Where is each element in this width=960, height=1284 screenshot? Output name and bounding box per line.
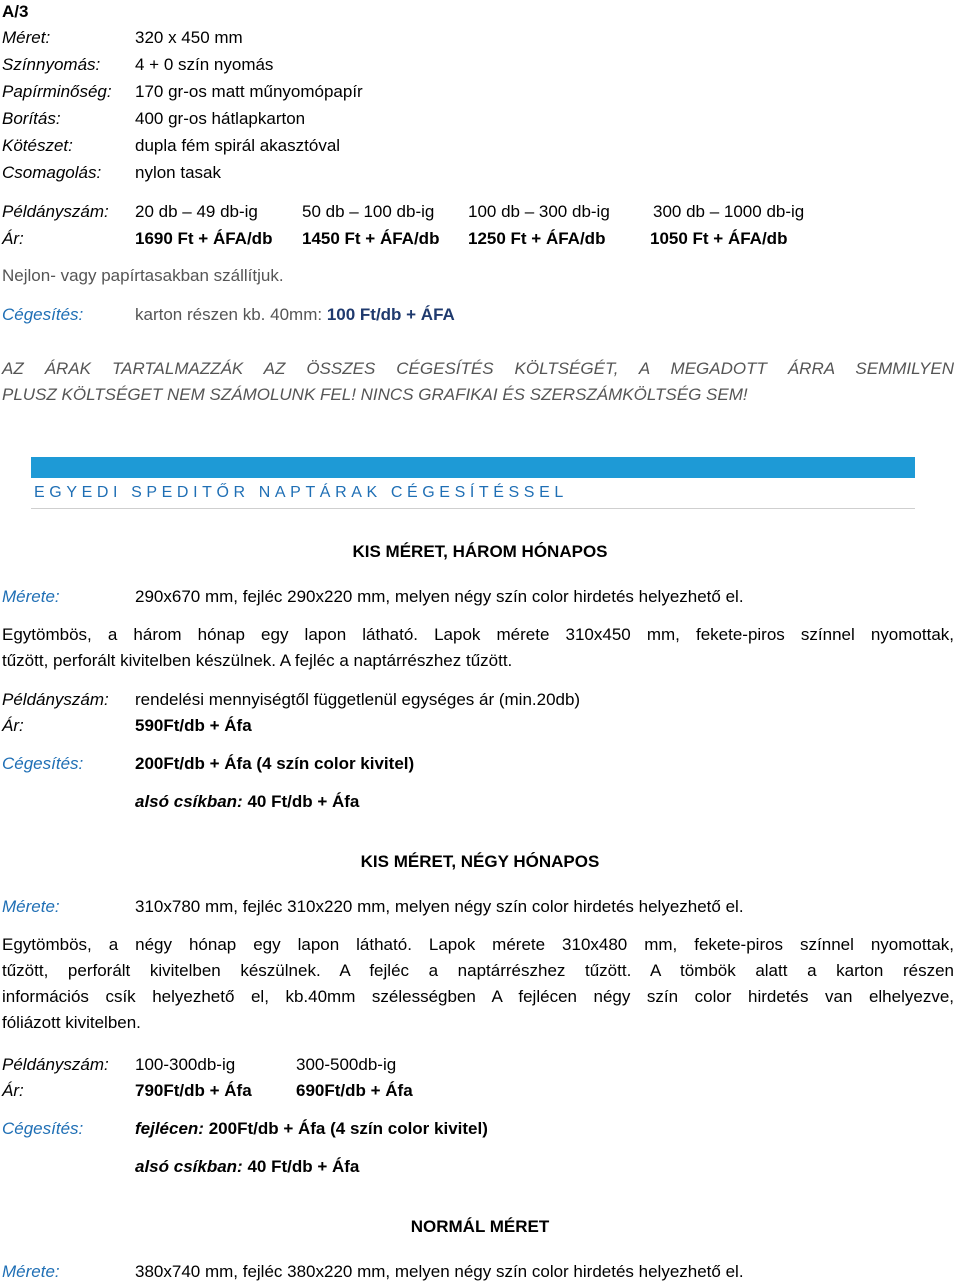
kis4-strip-line: [135, 1157, 359, 1177]
kis4-price-label: Ár:: [2, 1081, 24, 1100]
spec-label-packaging: Csomagolás:: [2, 163, 102, 182]
section-title: EGYEDI SPEDITŐR NAPTÁRAK CÉGESÍTÉSSEL: [34, 484, 568, 501]
branding-label: Cégesítés:: [2, 305, 84, 324]
kis4-price-tier-1: 790Ft/db + Áfa: [135, 1081, 252, 1100]
price-tier-3: 1250 Ft + ÁFA/db: [468, 229, 606, 248]
kis4-title: KIS MÉRET, NÉGY HÓNAPOS: [360, 852, 600, 871]
kis4-desc-line-4: fóliázott kivitelben.: [2, 1013, 141, 1032]
branding-price: 100 Ft/db + ÁFA: [326, 305, 455, 324]
kis3-strip-label: alsó csíkban:: [135, 792, 243, 811]
kis3-desc-line-2: tűzött, perforált kivitelben készülnek. A fejléc a naptárrészhez tűzött.: [2, 651, 513, 670]
kis3-strip-value: 40 Ft/db + Áfa: [247, 792, 360, 811]
kis3-qty-value: rendelési mennyiségtől függetlenül egységes ár (min.20db): [135, 690, 581, 709]
kis4-size-label: Mérete:: [2, 897, 60, 916]
kis3-price-value: 590Ft/db + Áfa: [135, 716, 252, 735]
kis3-size-label: Mérete:: [2, 587, 60, 606]
price-tier-1: 1690 Ft + ÁFA/db: [135, 229, 273, 248]
kis4-desc-line-3: információs csík helyezhető el, kb.40mm szélességben A fejlécen négy szín color hirdetés van elhelyezve,: [2, 987, 954, 1006]
kis4-qty-tier-2: 300-500db-ig: [296, 1055, 397, 1074]
normal-size-value: 380x740 mm, fejléc 380x220 mm, melyen négy szín color hirdetés helyezhető el.: [135, 1262, 744, 1281]
qty-tier-3: 100 db – 300 db-ig: [468, 202, 610, 221]
kis3-brand-value: 200Ft/db + Áfa (4 szín color kivitel): [135, 754, 415, 773]
kis4-strip-value: 40 Ft/db + Áfa: [247, 1157, 360, 1176]
qty-tier-4: 300 db – 1000 db-ig: [653, 202, 805, 221]
section-divider: [31, 508, 915, 509]
kis3-description: [2, 622, 954, 674]
kis4-size-value: 310x780 mm, fejléc 310x220 mm, melyen négy szín color hirdetés helyezhető el.: [135, 897, 744, 916]
notice-line-1: AZ ÁRAK TARTALMAZZÁK AZ ÖSSZES CÉGESÍTÉS KÖLTSÉGÉT, A MEGADOTT ÁRRA SEMMILYEN: [2, 359, 954, 378]
spec-label-cover: Borítás:: [2, 109, 61, 128]
kis4-desc-line-1: Egytömbös, a négy hónap egy lapon látható. Lapok mérete 310x480 mm, fekete-piros színnel nyomottak,: [2, 935, 954, 954]
kis4-brand-label: Cégesítés:: [2, 1119, 84, 1138]
kis4-header-label: fejlécen:: [135, 1119, 204, 1138]
spec-value-color: 4 + 0 szín nyomás: [135, 55, 274, 74]
spec-value-binding: dupla fém spirál akasztóval: [135, 136, 341, 155]
price-label: Ár:: [2, 229, 24, 248]
spec-label-binding: Kötészet:: [2, 136, 73, 155]
kis3-desc-line-1: Egytömbös, a három hónap egy lapon látható. Lapok mérete 310x450 mm, fekete-piros színnel nyomottak,: [2, 625, 954, 644]
kis3-qty-label: Példányszám:: [2, 690, 109, 709]
page-code: A/3: [2, 2, 29, 21]
shipping-note: Nejlon- vagy papírtasakban szállítjuk.: [2, 266, 284, 285]
kis4-description: [2, 932, 954, 1036]
kis4-qty-tier-1: 100-300db-ig: [135, 1055, 236, 1074]
spec-label-paper: Papírminőség:: [2, 82, 112, 101]
qty-tier-2: 50 db – 100 db-ig: [302, 202, 435, 221]
qty-label: Példányszám:: [2, 202, 109, 221]
kis3-strip-line: [135, 792, 359, 812]
branding-line: [135, 305, 455, 325]
price-notice: [2, 356, 954, 408]
section-band: [31, 457, 915, 478]
branding-text: karton részen kb. 40mm:: [135, 305, 323, 324]
kis3-brand-label: Cégesítés:: [2, 754, 84, 773]
spec-label-size: Méret:: [2, 28, 51, 47]
normal-size-label: Mérete:: [2, 1262, 60, 1281]
kis4-header-line: [135, 1119, 488, 1139]
kis4-desc-line-2: tűzött, perforált kivitelben készülnek. A fejléc a naptárrészhez tűzött. A tömbök alatt a karton részen: [2, 961, 954, 980]
kis4-price-tier-2: 690Ft/db + Áfa: [296, 1081, 413, 1100]
spec-value-cover: 400 gr-os hátlapkarton: [135, 109, 306, 128]
kis4-strip-label: alsó csíkban:: [135, 1157, 243, 1176]
spec-value-paper: 170 gr-os matt műnyomópapír: [135, 82, 363, 101]
kis4-qty-label: Példányszám:: [2, 1055, 109, 1074]
price-tier-4: 1050 Ft + ÁFA/db: [650, 229, 788, 248]
spec-value-packaging: nylon tasak: [135, 163, 221, 182]
kis4-header-value: 200Ft/db + Áfa (4 szín color kivitel): [208, 1119, 488, 1138]
spec-value-size: 320 x 450 mm: [135, 28, 243, 47]
qty-tier-1: 20 db – 49 db-ig: [135, 202, 258, 221]
price-tier-2: 1450 Ft + ÁFA/db: [302, 229, 440, 248]
normal-title: NORMÁL MÉRET: [410, 1217, 550, 1236]
notice-line-2: PLUSZ KÖLTSÉGET NEM SZÁMOLUNK FEL! NINCS GRAFIKAI ÉS SZERSZÁMKÖLTSÉG SEM!: [2, 385, 748, 404]
spec-label-color: Színnyomás:: [2, 55, 101, 74]
kis3-price-label: Ár:: [2, 716, 24, 735]
kis3-size-value: 290x670 mm, fejléc 290x220 mm, melyen négy szín color hirdetés helyezhető el.: [135, 587, 744, 606]
kis3-title: KIS MÉRET, HÁROM HÓNAPOS: [352, 542, 608, 561]
